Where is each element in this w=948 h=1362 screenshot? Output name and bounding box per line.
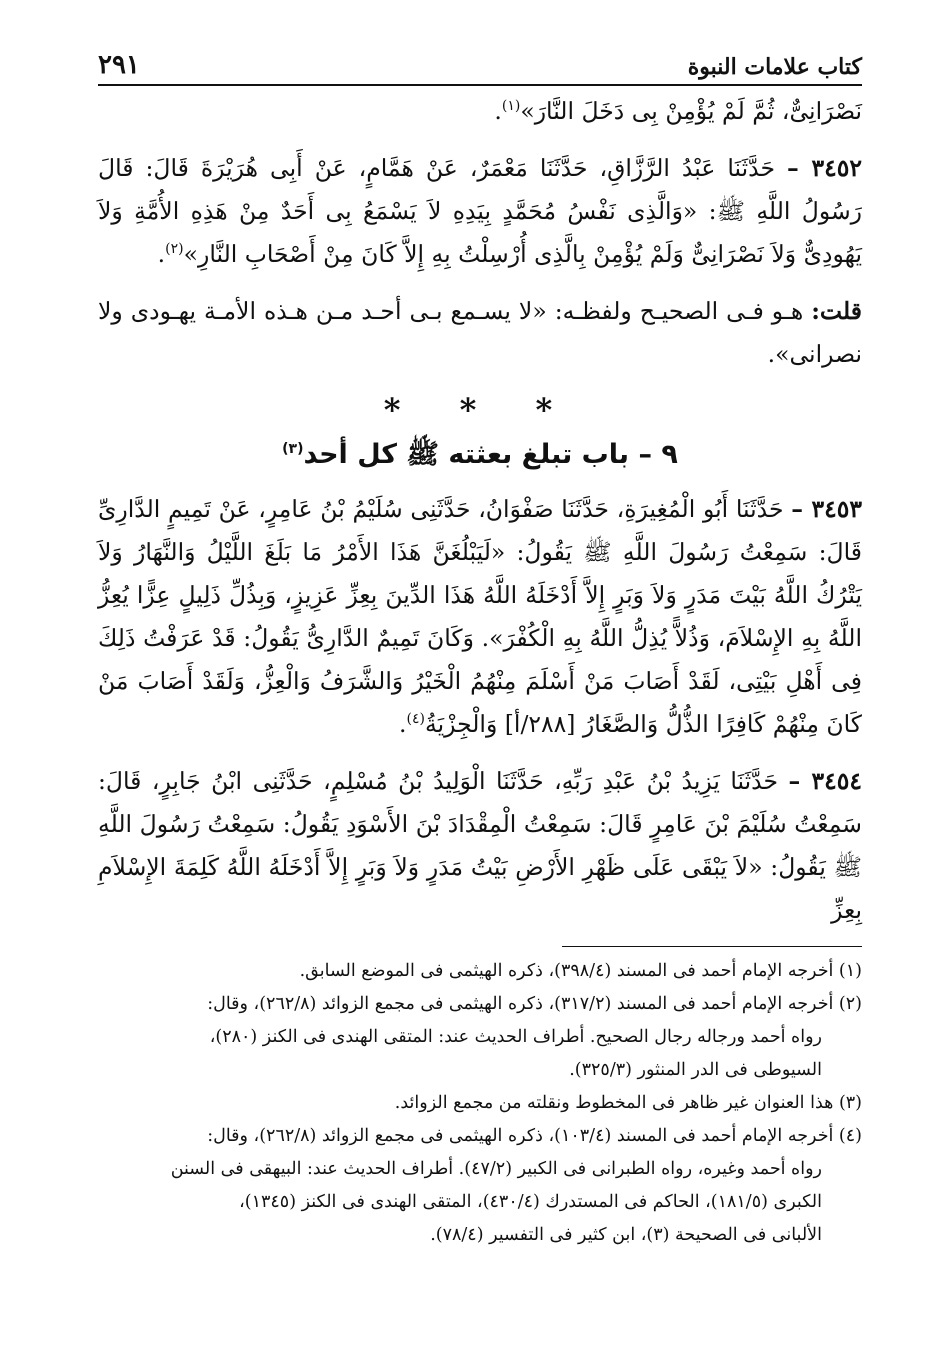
footnote-divider bbox=[562, 946, 862, 947]
hadith-line: حَدَّثَنَا يَزِيدُ بْنُ عَبْدِ رَبِّهِ، حَدَّثَنَا الْوَلِيدُ بْنُ مُسْلِمٍ، حَدَّثَنِى ابْنُ جَابِرٍ، قَالَ: bbox=[98, 767, 779, 795]
hadith-3454 bbox=[98, 760, 862, 932]
hadith-3453: ٣٤٥٣ – حَدَّثَنَا أَبُو الْمُغِيرَةِ، حَدَّثَنَا صَفْوَانُ، حَدَّثَنِى سُلَيْمُ بْنُ عَامِرٍ، عَنْ تَمِيمٍ الدَّارِىِّ قَالَ: سَمِعْتُ رَسُولَ اللَّهِ ﷺ يَقُولُ: «لَيَبْلُغَنَّ هَذَا الأَمْرُ مَا بَلَغَ اللَّيْلُ وَالنَّهَارُ وَلاَ يَتْرُكُ اللَّهُ بَيْتَ مَدَرٍ وَلاَ وَبَرٍ إِلاَّ أَدْخَلَهُ اللَّهُ هَذَا الدِّينَ بِعِزِّ عَزِيزٍ، وَبِذُلِّ ذَلِيلٍ عِزًّا يُعِزُّ اللَّهُ بِهِ الإِسْلاَمَ، وَذُلاًّ يُذِلُّ اللَّهُ بِهِ الْكُفْرَ». وَكَانَ تَمِيمٌ الدَّارِىُّ يَقُولُ: قَدْ عَرَفْتُ ذَلِكَ فِى أَهْلِ بَيْتِى، لَقَدْ أَصَابَ مَنْ أَسْلَمَ مِنْهُمُ الْخَيْرُ وَالشَّرَفُ وَالْعِزُّ، وَلَقَدْ أَصَابَ مَنْ كَانَ مِنْهُمْ كَافِرًا الذُّلُّ وَالصَّغَارُ [٢٨٨/أ] وَالْجِزْيَةُ$^{(٤)}$. bbox=[98, 495, 862, 738]
qultu-label: قلت: bbox=[811, 297, 862, 325]
page-header bbox=[98, 34, 862, 86]
hadith-line: الدَّارِىِّ قَالَ: سَمِعْتُ رَسُولَ اللَّهِ ﷺ يَقُولُ: «لَيَبْلُغَنَّ هَذَا الأَمْرُ مَا بَلَغَ اللَّيْلُ وَالنَّهَارُ وَلاَ bbox=[98, 495, 862, 566]
footnote-ref: (٣) bbox=[282, 441, 304, 457]
section-separator: * * * bbox=[383, 391, 577, 429]
footnote-ref: (٢) bbox=[165, 241, 184, 258]
hadith-line: يَقُولُ: «لاَ يَبْقَى عَلَى ظَهْرِ الأَرْضِ بَيْتُ مَدَرٍ وَلاَ وَبَرٍ إِلاَّ أَدْخَلَهُ اللَّهُ كَلِمَةَ الإِسْلاَمِ بِعِزِّ bbox=[98, 853, 862, 924]
footnote-4: (٤) أخرجه الإمام أحمد فى المسند (١٠٣/٤)، ذكره الهيثمى فى مجمع الزوائد (٢٦٢/٨)، وقال: رواه أحمد وغيره، رواه الطبرانى فى الكبير (٤٧/٢). أطراف الحديث عند: البيهقى فى السنن الكبرى (١٨١/٥)، الحاكم فى المستدرك (٤٣٠/٤)، المتقى الهندى فى الكنز (١٣٤٥)، الألبانى فى الصحيحة (٣)، ابن كثير فى التفسير (٧٨/٤). bbox=[170, 1126, 862, 1245]
footnote-ref: (١) bbox=[501, 98, 521, 115]
chapter-title: ٩ – باب تبلغ بعثته ﷺ كل أحد$^{(٣)}$ bbox=[282, 439, 678, 470]
hadith-line: سَمِعْتُ سُلَيْمَ بْنَ عَامِرٍ قَالَ: سَمِعْتُ الْمِقْدَادَ بْنَ الأَسْوَدِ يَقُولُ: سَمِعْتُ رَسُولَ اللَّهِ ﷺ bbox=[98, 810, 862, 881]
qultu-text: هـو فـى الصحيـح ولفظـه: «لا يسـمع بـى أحـد مـن هـذه الأمـة يهـودى ولا نصرانى». bbox=[98, 297, 862, 368]
hadith-line: كَافِرًا الذُّلُّ وَالصَّغَارُ [٢٨٨/أ] وَالْجِزْيَةُ bbox=[424, 710, 766, 738]
hadith-line: حَدَّثَنَا عَبْدُ الرَّزَّاقِ، حَدَّثَنَا مَعْمَرٌ، عَنْ هَمَّامٍ، عَنْ أَبِى هُرَيْرَةَ قَالَ: قَالَ bbox=[98, 154, 776, 182]
hadith-line: بِهِ الإِسْلاَمَ، وَذُلاًّ يُذِلُّ اللَّهُ بِهِ الْكُفْرَ». وَكَانَ تَمِيمٌ الدَّارِىُّ يَقُولُ: قَدْ عَرَفْتُ ذَلِكَ فِى أَهْلِ bbox=[98, 624, 862, 695]
footnote-1: (١) أخرجه الإمام أحمد فى المسند (٣٩٨/٤)، ذكره الهيثمى فى الموضع السابق. bbox=[299, 961, 862, 981]
footnotes bbox=[98, 955, 862, 1252]
hadith-number: ٣٤٥٢ – bbox=[787, 154, 862, 182]
page-number: ٢٩١ bbox=[98, 50, 140, 80]
hadith-line: يَتْرُكُ اللَّهُ بَيْتَ مَدَرٍ وَلاَ وَبَرٍ إِلاَّ أَدْخَلَهُ اللَّهُ هَذَا الدِّينَ بِعِزِّ عَزِيزٍ، وَبِذُلِّ ذَلِيلٍ عِزًّا يُعِزُّ اللَّهُ bbox=[98, 581, 862, 652]
hadith-line: بَيْتِى، لَقَدْ أَصَابَ مَنْ أَسْلَمَ مِنْهُمُ الْخَيْرُ وَالشَّرَفُ وَالْعِزُّ، وَلَقَدْ أَصَابَ مَنْ كَانَ مِنْهُمْ bbox=[98, 667, 862, 738]
hadith-number: ٣٤٥٣ – bbox=[791, 495, 862, 523]
hadith-3452: ٣٤٥٢ – حَدَّثَنَا عَبْدُ الرَّزَّاقِ، حَدَّثَنَا مَعْمَرٌ، عَنْ هَمَّامٍ، عَنْ أَبِى هُرَيْرَةَ قَالَ: قَالَ رَسُولُ اللَّهِ ﷺ: «وَالَّذِى نَفْسُ مُحَمَّدٍ بِيَدِهِ لاَ يَسْمَعُ بِى أَحَدٌ مِنْ هَذِهِ الأُمَّةِ وَلاَ يَهُودِىٌّ وَلاَ نَصْرَانِىٌّ وَلَمْ يُؤْمِنْ بِالَّذِى أُرْسِلْتُ بِهِ إِلاَّ كَانَ مِنْ أَصْحَابِ النَّارِ»$^{(٢)}$. bbox=[98, 154, 862, 268]
paragraph-continuation: نَصْرَانِىٌّ، ثُمَّ لَمْ يُؤْمِنْ بِى دَخَلَ النَّارَ»$^{(١)}$. bbox=[494, 97, 862, 125]
hadith-line: وَلاَ نَصْرَانِىٌّ وَلَمْ يُؤْمِنْ بِالَّذِى أُرْسِلْتُ بِهِ إِلاَّ كَانَ مِنْ أَصْحَابِ النَّارِ» bbox=[183, 240, 797, 268]
footnote-2: (٢) أخرجه الإمام أحمد فى المسند (٣١٧/٢)، ذكره الهيثمى فى مجمع الزوائد (٢٦٢/٨)، وقال: رواه أحمد ورجاله رجال الصحيح. أطراف الحديث عند: المتقى الهندى فى الكنز (٢٨٠)، السيوطى فى الدر المنثور (٣٢٥/٣). bbox=[207, 994, 862, 1080]
qultu-note bbox=[98, 290, 862, 376]
hadith-number: ٣٤٥٤ – bbox=[788, 767, 862, 795]
footnote-3: (٣) هذا العنوان غير ظاهر فى المخطوط ونقلته من مجمع الزوائد. bbox=[394, 1093, 862, 1113]
footnote-ref: (٤) bbox=[406, 711, 425, 728]
book-title: كتاب علامات النبوة bbox=[687, 54, 862, 80]
hadith-line: رَسُولُ اللَّهِ ﷺ: «وَالَّذِى نَفْسُ مُحَمَّدٍ بِيَدِهِ لاَ يَسْمَعُ بِى أَحَدٌ مِنْ هَذِهِ الأُمَّةِ وَلاَ يَهُودِىٌّ bbox=[98, 197, 862, 268]
hadith-line: حَدَّثَنَا أَبُو الْمُغِيرَةِ، حَدَّثَنَا صَفْوَانُ، حَدَّثَنِى سُلَيْمُ بْنُ عَامِرٍ، عَنْ تَمِيمٍ bbox=[168, 495, 784, 523]
main-text bbox=[98, 90, 862, 932]
